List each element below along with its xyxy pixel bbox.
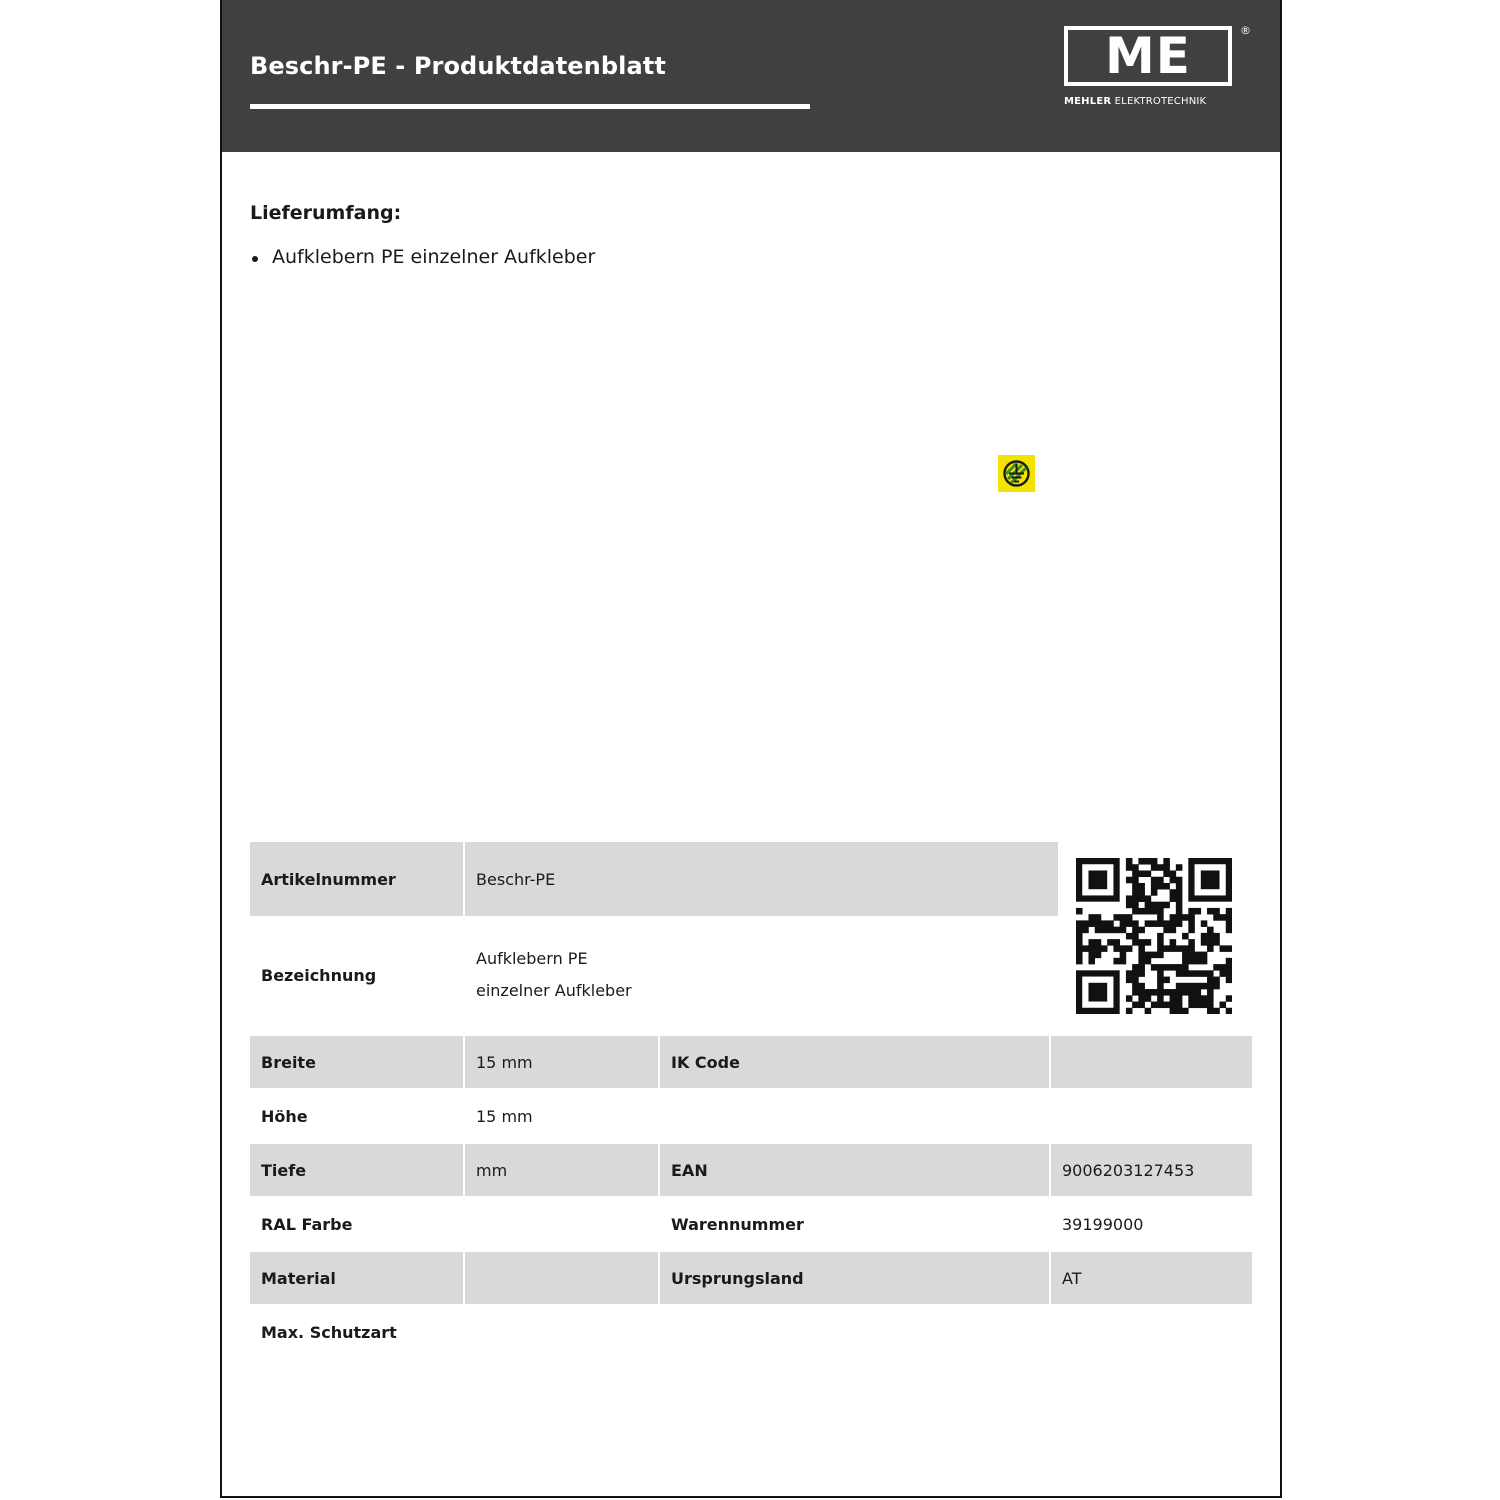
title-underline bbox=[250, 104, 810, 109]
logo-sub-text: ELEKTROTECHNIK bbox=[1114, 96, 1207, 107]
logo-registered-mark: ® bbox=[1240, 24, 1251, 37]
qr-code-icon bbox=[1076, 858, 1232, 1014]
mehler-logo bbox=[1064, 24, 1254, 114]
ean-value: 9006203127453 bbox=[1051, 1144, 1252, 1196]
ean-label: EAN bbox=[660, 1144, 1049, 1196]
ral-farbe-label: RAL Farbe bbox=[261, 1214, 353, 1234]
bezeichnung-label: Bezeichnung bbox=[261, 965, 377, 985]
logo-brand: MEHLER bbox=[1064, 96, 1112, 107]
artikelnummer-label: Artikelnummer bbox=[250, 842, 463, 916]
datasheet-page bbox=[220, 0, 1282, 1498]
warennummer-label: Warennummer bbox=[671, 1214, 804, 1234]
table-row bbox=[250, 1144, 1252, 1196]
ursprungsland-value: AT bbox=[1051, 1252, 1252, 1304]
bezeichnung-value bbox=[465, 916, 1058, 1034]
bezeichnung-line-2: einzelner Aufkleber bbox=[476, 981, 632, 1000]
material-label: Material bbox=[250, 1252, 463, 1304]
page-header bbox=[222, 0, 1280, 152]
tiefe-value: mm bbox=[465, 1144, 658, 1196]
scope-heading: Lieferumfang: bbox=[250, 202, 402, 224]
table-row bbox=[250, 1304, 1252, 1360]
bezeichnung-line-1: Aufklebern PE bbox=[476, 949, 588, 968]
ral-farbe-value bbox=[465, 1196, 658, 1252]
logo-letters: ME bbox=[1105, 27, 1191, 85]
page-title: Beschr-PE - Produktdatenblatt bbox=[250, 52, 666, 80]
table-row bbox=[250, 1036, 1252, 1088]
list-item: Aufklebern PE einzelner Aufkleber bbox=[250, 246, 595, 268]
ik-code-value bbox=[1051, 1036, 1252, 1088]
breite-value: 15 mm bbox=[465, 1036, 658, 1088]
schutzart-value bbox=[465, 1304, 658, 1360]
scope-list bbox=[250, 246, 595, 268]
earth-ground-sticker-icon bbox=[998, 455, 1035, 492]
logo-subtitle bbox=[1064, 96, 1254, 107]
material-value bbox=[465, 1252, 658, 1304]
breite-label: Breite bbox=[250, 1036, 463, 1088]
table-row bbox=[250, 1252, 1252, 1304]
table-row bbox=[250, 1088, 1252, 1144]
hoehe-label: Höhe bbox=[261, 1106, 308, 1126]
schutzart-label: Max. Schutzart bbox=[261, 1322, 397, 1342]
tiefe-label: Tiefe bbox=[250, 1144, 463, 1196]
ik-code-label: IK Code bbox=[660, 1036, 1049, 1088]
warennummer-value: 39199000 bbox=[1062, 1214, 1144, 1234]
table-row bbox=[250, 1196, 1252, 1252]
artikelnummer-value: Beschr-PE bbox=[465, 842, 1058, 916]
ursprungsland-label: Ursprungsland bbox=[660, 1252, 1049, 1304]
hoehe-value: 15 mm bbox=[476, 1106, 533, 1126]
